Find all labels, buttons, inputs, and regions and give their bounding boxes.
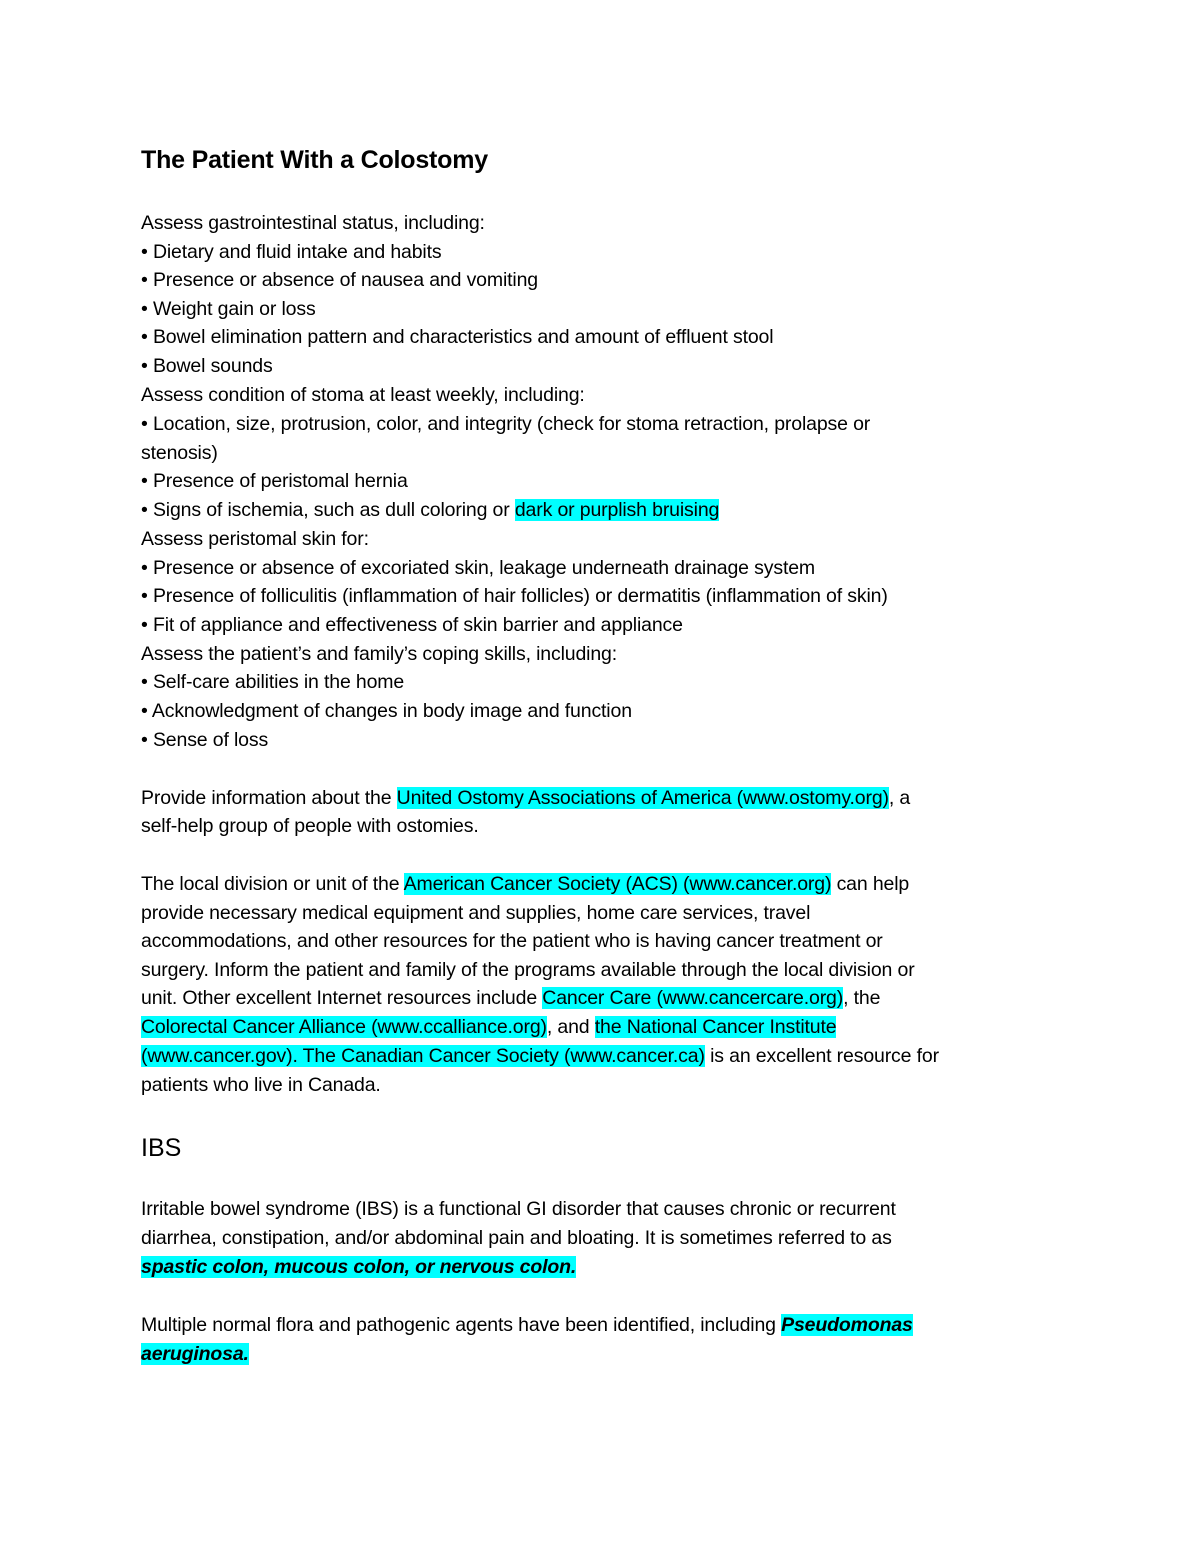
acs-text: unit. Other excellent Internet resources include bbox=[141, 987, 543, 1009]
uoaa-text-post: , a bbox=[888, 787, 911, 809]
pathogen-highlight-continued: aeruginosa. bbox=[141, 1343, 249, 1365]
nci-link-highlight: the National Cancer Institute bbox=[594, 1016, 837, 1038]
gi-item: • Weight gain or loss bbox=[141, 298, 316, 320]
acs-paragraph-line bbox=[141, 1042, 939, 1071]
gi-item: • Bowel sounds bbox=[141, 355, 273, 377]
gi-item: • Presence or absence of nausea and vomiting bbox=[141, 269, 538, 291]
ibs-paragraph-line bbox=[141, 1253, 576, 1282]
uoaa-paragraph-line2: self-help group of people with ostomies. bbox=[141, 815, 479, 837]
skin-intro: Assess peristomal skin for: bbox=[141, 528, 369, 550]
nci-canadian-link-highlight: (www.cancer.gov). The Canadian Cancer Society (www.cancer.ca) bbox=[141, 1045, 705, 1067]
stoma-intro: Assess condition of stoma at least weekly, including: bbox=[141, 384, 585, 406]
acs-paragraph-line: surgery. Inform the patient and family of the programs available through the local division or bbox=[141, 959, 915, 981]
coping-item: • Self-care abilities in the home bbox=[141, 671, 405, 693]
coping-intro: Assess the patient’s and family’s coping skills, including: bbox=[141, 643, 618, 665]
coping-item: • Sense of loss bbox=[141, 729, 269, 751]
ibs-synonyms-highlight: spastic colon, mucous colon, or nervous colon. bbox=[141, 1256, 577, 1278]
acs-paragraph-line bbox=[141, 1013, 836, 1042]
acs-paragraph-line: provide necessary medical equipment and supplies, home care services, travel bbox=[141, 902, 811, 924]
acs-text: The local division or unit of the bbox=[141, 873, 404, 895]
acs-link-highlight: American Cancer Society (ACS) (www.cancer.org) bbox=[403, 873, 832, 895]
ibs-paragraph-line bbox=[141, 1311, 913, 1340]
uoaa-text: Provide information about the bbox=[141, 787, 397, 809]
ibs-paragraph-line: diarrhea, constipation, and/or abdominal pain and bloating. It is sometimes referred to as bbox=[141, 1227, 892, 1249]
cancercare-link-highlight: Cancer Care (www.cancercare.org) bbox=[542, 987, 844, 1009]
pathogen-highlight: Pseudomonas bbox=[781, 1314, 913, 1336]
ibs-heading: IBS bbox=[141, 1134, 182, 1162]
ibs-text: Multiple normal flora and pathogenic agents have been identified, including bbox=[141, 1314, 782, 1336]
uoaa-paragraph bbox=[141, 784, 910, 813]
highlighted-phrase: dark or purplish bruising bbox=[514, 499, 720, 521]
acs-text-post: is an excellent resource for bbox=[704, 1045, 939, 1067]
uoaa-link-highlight: United Ostomy Associations of America (www.ostomy.org) bbox=[396, 787, 889, 809]
acs-text-post: , the bbox=[843, 987, 881, 1009]
ibs-paragraph-line: Irritable bowel syndrome (IBS) is a functional GI disorder that causes chronic or recurrent bbox=[141, 1198, 896, 1220]
acs-paragraph-line: patients who live in Canada. bbox=[141, 1074, 381, 1096]
gi-item: • Dietary and fluid intake and habits bbox=[141, 241, 442, 263]
skin-item: • Fit of appliance and effectiveness of skin barrier and appliance bbox=[141, 614, 683, 636]
stoma-item bbox=[141, 496, 719, 525]
stoma-item: • Location, size, protrusion, color, and integrity (check for stoma retraction, prolapse or bbox=[141, 413, 871, 435]
colostomy-heading: The Patient With a Colostomy bbox=[141, 146, 488, 174]
skin-item: • Presence or absence of excoriated skin, leakage underneath drainage system bbox=[141, 557, 816, 579]
acs-text-post: can help bbox=[831, 873, 910, 895]
skin-item: • Presence of folliculitis (inflammation of hair follicles) or dermatitis (inflammation of skin) bbox=[141, 585, 888, 607]
ibs-paragraph-line bbox=[141, 1340, 249, 1369]
coping-item: • Acknowledgment of changes in body image and function bbox=[141, 700, 632, 722]
gi-intro: Assess gastrointestinal status, including: bbox=[141, 212, 485, 234]
acs-paragraph-line bbox=[141, 984, 880, 1013]
acs-text: , and bbox=[546, 1016, 595, 1038]
acs-paragraph-line: accommodations, and other resources for the patient who is having cancer treatment or bbox=[141, 930, 883, 952]
gi-item: • Bowel elimination pattern and characteristics and amount of effluent stool bbox=[141, 326, 774, 348]
stoma-item-text: • Signs of ischemia, such as dull coloring or bbox=[141, 499, 515, 521]
ccalliance-link-highlight: Colorectal Cancer Alliance (www.ccalliance.org) bbox=[141, 1016, 547, 1038]
stoma-item-continued: stenosis) bbox=[141, 442, 218, 464]
stoma-item: • Presence of peristomal hernia bbox=[141, 470, 408, 492]
acs-paragraph-line bbox=[141, 870, 909, 899]
